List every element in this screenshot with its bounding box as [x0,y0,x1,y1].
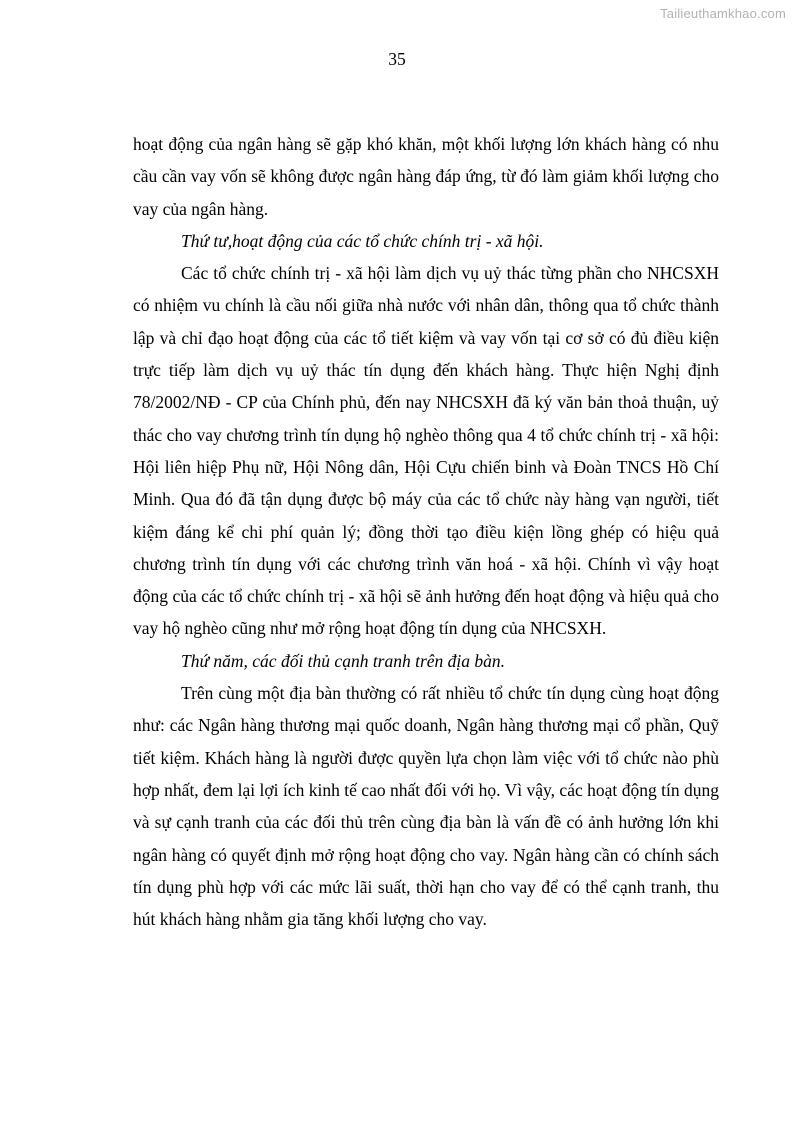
paragraph-competitors: Trên cùng một địa bàn thường có rất nhiều tổ chức tín dụng cùng hoạt động như: các Ngân hàng thương mại quốc doanh, Ngân hàng thương mại cổ phần, Quỹ tiết kiệm. Khách hàng là người được quyền lựa chọn làm việc với tổ chức nào phù hợp nhất, đem lại lợi ích kinh tế cao nhất đối với họ. Vì vậy, các hoạt động tín dụng và sự cạnh tranh của các đối thủ trên cùng địa bàn là vấn đề có ảnh hưởng lớn khi ngân hàng có quyết định mở rộng hoạt động cho vay. Ngân hàng cần có chính sách tín dụng phù hợp với các mức lãi suất, thời hạn cho vay để có thể cạnh tranh, thu hút khách hàng nhằm gia tăng khối lượng cho vay. [133,683,719,930]
paragraph-political-organizations: Các tổ chức chính trị - xã hội làm dịch vụ uỷ thác từng phần cho NHCSXH có nhiệm vu chính là cầu nối giữa nhà nước với nhân dân, thông qua tổ chức thành lập và chỉ đạo hoạt động của các tổ tiết kiệm và vay vốn tại cơ sở có đủ điều kiện trực tiếp làm dịch vụ uỷ thác tín dụng đến khách hàng. Thực hiện Nghị định 78/2002/NĐ - CP của Chính phủ, đến nay NHCSXH đã ký văn bản thoả thuận, uỷ thác cho vay chương trình tín dụng hộ nghèo thông qua 4 tổ chức chính trị - xã hội: Hội liên hiệp Phụ nữ, Hội Nông dân, Hội Cựu chiến binh và Đoàn TNCS Hồ Chí Minh. Qua đó đã tận dụng được bộ máy của các tổ chức này hàng vạn người, tiết kiệm đáng kể chi phí quản lý; đồng thời tạo điều kiện lồng ghép có hiệu quả chương trình tín dụng với các chương trình văn hoá - xã hội. Chính vì vậy hoạt động của các tổ chức chính trị - xã hội sẽ ảnh hưởng đến hoạt động và hiệu quả cho vay hộ nghèo cũng như mở rộng hoạt động tín dụng của NHCSXH. [133,263,719,639]
section-heading-fifth: Thứ năm, các đối thủ cạnh tranh trên địa bàn. [181,650,506,671]
section-heading-fourth: Thứ tư,hoạt động của các tổ chức chính trị - xã hội. [181,230,544,251]
watermark: Tailieuthamkhao.com [660,6,786,21]
paragraph-continuation: hoạt động của ngân hàng sẽ gặp khó khăn, một khối lượng lớn khách hàng có nhu cầu cần vay vốn sẽ không được ngân hàng đáp ứng, từ đó làm giảm khối lượng cho vay của ngân hàng. [133,134,719,219]
page-number: 35 [388,49,406,69]
document-body [133,128,719,935]
